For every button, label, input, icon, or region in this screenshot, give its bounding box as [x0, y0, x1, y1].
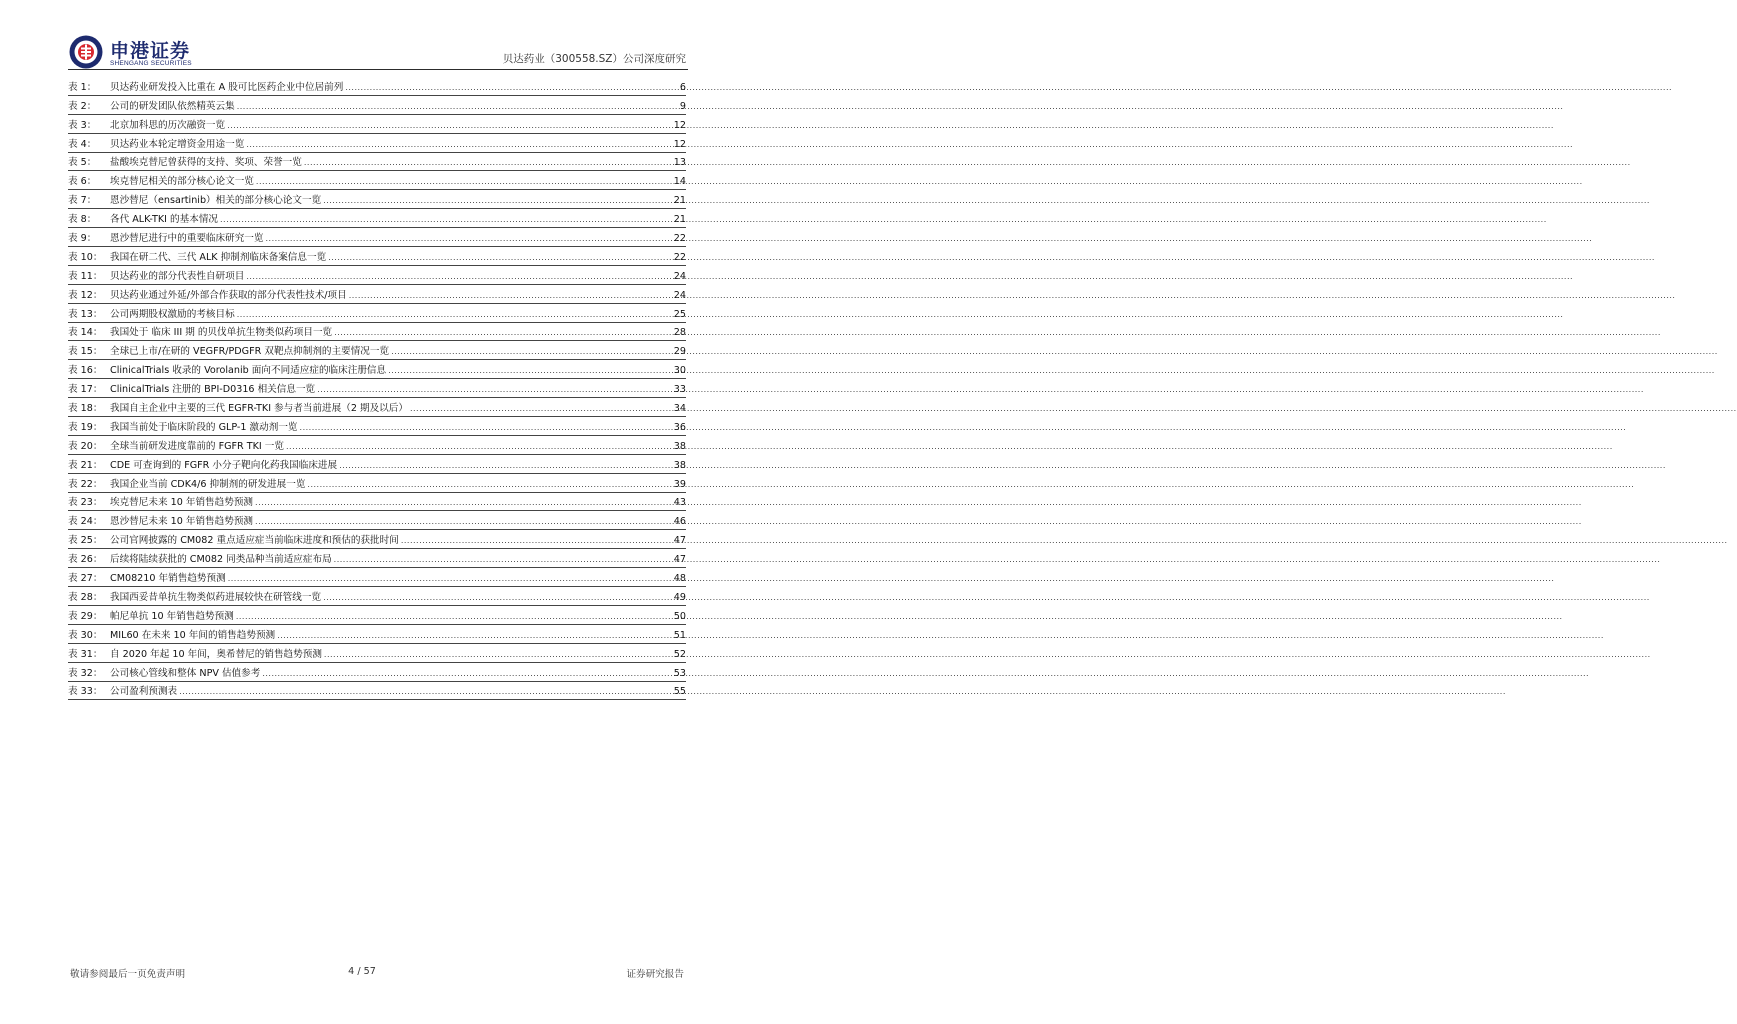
toc-entry-title: ClinicalTrials 收录的 Vorolanib 面向不同适应症的临床注册信息 [110, 365, 387, 377]
toc-leader-dots [236, 611, 672, 623]
toc-entry-number: 表 24： [68, 516, 103, 528]
toc-entry[interactable] [68, 96, 686, 115]
toc-entry-number: 表 9： [68, 233, 97, 245]
toc-entry-title: 各代 ALK-TKI 的基本情况 [110, 214, 219, 226]
shengang-logo-icon [68, 34, 104, 70]
toc-entry-title: CDE 可查询到的 FGFR 小分子靶向化药我国临床进展 [110, 459, 338, 471]
toc-entry-title: 全球当前研发进度靠前的 FGFR TKI 一览 [110, 440, 284, 452]
toc-leader-dots [255, 516, 672, 528]
toc-entry[interactable] [68, 663, 686, 682]
toc-entry[interactable] [68, 606, 686, 625]
toc-entry[interactable] [68, 360, 686, 379]
toc-entry-title: 我国当前处于临床阶段的 GLP-1 激动剂一览 [110, 421, 298, 433]
toc-leader-dots [307, 479, 671, 491]
toc-entry-number: 表 12： [68, 289, 103, 301]
toc-leader-dots [334, 327, 672, 339]
toc-leader-dots [401, 535, 672, 547]
toc-entry-page: 22 [673, 251, 686, 263]
toc-leader-dots [246, 139, 671, 151]
document-title: 贝达药业（300558.SZ）公司深度研究 [502, 53, 686, 65]
toc-entry-page: 38 [673, 459, 686, 471]
toc-leader-dots [227, 120, 672, 132]
toc-entry[interactable] [68, 493, 686, 512]
toc-entry[interactable] [68, 323, 686, 342]
toc-entry-number: 表 22： [68, 478, 103, 490]
toc-entry-number: 表 2： [68, 100, 97, 112]
toc-entry-page: 55 [673, 686, 686, 698]
brand-name-cn: 申港证券 [110, 40, 191, 62]
toc-leader-dots [334, 554, 672, 566]
toc-entry-title: 帕尼单抗 10 年销售趋势预测 [110, 610, 234, 622]
toc-leader-dots [255, 497, 672, 509]
toc-entry-title: 后续将陆续获批的 CM082 同类品种当前适应症布局 [110, 554, 332, 566]
toc-entry-page: 47 [673, 554, 686, 566]
toc-entry-page: 46 [673, 516, 686, 528]
toc-entry-page: 24 [673, 289, 686, 301]
toc-leader-dots [324, 649, 672, 661]
toc-entry-title: 我国在研二代、三代 ALK 抑制剂临床备案信息一览 [110, 251, 327, 263]
toc-leader-dots [220, 214, 672, 226]
toc-entry-title: 北京加科思的历次融资一览 [110, 119, 226, 131]
toc-entry-page: 52 [673, 648, 686, 660]
toc-entry-number: 表 6： [68, 176, 97, 188]
toc-entry-page: 24 [673, 270, 686, 282]
toc-entry-title: MIL60 在未来 10 年间的销售趋势预测 [110, 629, 276, 641]
toc-entry[interactable] [68, 228, 686, 247]
toc-entry[interactable] [68, 682, 686, 701]
toc-entry-title: 公司核心管线和整体 NPV 估值参考 [110, 667, 261, 679]
toc-leader-dots [323, 592, 672, 604]
toc-entry-number: 表 7： [68, 195, 97, 207]
toc-leader-dots [388, 365, 672, 377]
toc-entry-page: 6 [679, 81, 686, 93]
toc-entry[interactable] [68, 77, 686, 96]
toc-entry-number: 表 11： [68, 270, 103, 282]
toc-entry-page: 53 [673, 667, 686, 679]
toc-entry-title: 公司官网披露的 CM082 重点适应症当前临床进度和预估的获批时间 [110, 535, 399, 547]
report-type: 证券研究报告 [626, 969, 684, 980]
toc-entry-page: 33 [673, 384, 686, 396]
toc-entry-title: 公司盈利预测表 [110, 686, 178, 698]
toc-entry-page: 21 [673, 195, 686, 207]
toc-leader-dots [246, 271, 671, 283]
toc-entry-number: 表 16： [68, 365, 103, 377]
toc-entry-title: 贝达药业本轮定增资金用途一览 [110, 138, 245, 150]
toc-entry-title: 埃克替尼未来 10 年销售趋势预测 [110, 497, 254, 509]
toc-leader-dots [237, 309, 672, 321]
toc-entry-page: 47 [673, 535, 686, 547]
toc-entry-title: 公司的研发团队依然精英云集 [110, 100, 235, 112]
toc-leader-dots [237, 101, 678, 113]
toc-entry-title: 全球已上市/在研的 VEGFR/PDGFR 双靶点抑制剂的主要情况一览 [110, 346, 390, 358]
toc-entry-title: 恩沙替尼未来 10 年销售趋势预测 [110, 516, 254, 528]
toc-entry-number: 表 4： [68, 138, 97, 150]
toc-entry-page: 14 [673, 176, 686, 188]
toc-leader-dots [345, 82, 678, 94]
toc-entry-number: 表 31： [68, 648, 103, 660]
toc-entry-title: 我国处于 临床 III 期 的贝伐单抗生物类似药项目一览 [110, 327, 333, 339]
toc-entry[interactable] [68, 153, 686, 172]
toc-leader-dots [266, 233, 672, 245]
toc-entry-page: 51 [673, 629, 686, 641]
toc-leader-dots [277, 630, 672, 642]
toc-entry[interactable] [68, 171, 686, 190]
toc-entry-page: 22 [673, 233, 686, 245]
toc-leader-dots [317, 384, 672, 396]
toc-entry-page: 9 [679, 100, 686, 112]
toc-entry-number: 表 5： [68, 157, 97, 169]
toc-leader-dots [304, 157, 672, 169]
toc-entry-page: 34 [673, 403, 686, 415]
toc-leader-dots [391, 346, 672, 358]
toc-entry[interactable] [68, 190, 686, 209]
toc-entry-number: 表 26： [68, 554, 103, 566]
toc-entry-number: 表 14： [68, 327, 103, 339]
toc-entry[interactable] [68, 644, 686, 663]
page-footer [0, 960, 724, 980]
toc-entry[interactable] [68, 115, 686, 134]
toc-entry-page: 25 [673, 308, 686, 320]
toc-entry-page: 28 [673, 327, 686, 339]
toc-entry-number: 表 8： [68, 214, 97, 226]
toc-entry-title: ClinicalTrials 注册的 BPI-D0316 相关信息一览 [110, 384, 316, 396]
toc-leader-dots [328, 252, 672, 264]
toc-entry-title: 公司两期股权激励的考核目标 [110, 308, 235, 320]
toc-entry[interactable] [68, 134, 686, 153]
toc-entry-number: 表 17： [68, 384, 103, 396]
toc-entry[interactable] [68, 568, 686, 587]
toc-entry-title: 盐酸埃克替尼曾获得的支持、奖项、荣誉一览 [110, 157, 302, 169]
toc-entry-page: 39 [673, 478, 686, 490]
disclaimer-note: 敬请参阅最后一页免责声明 [70, 969, 186, 980]
toc-entry-number: 表 20： [68, 440, 103, 452]
toc-entry-page: 30 [673, 365, 686, 377]
page-indicator: 4 / 57 [348, 966, 376, 977]
toc-entry-number: 表 15： [68, 346, 103, 358]
toc-entry[interactable] [68, 455, 686, 474]
toc-leader-dots [323, 195, 672, 207]
toc-entry-title: 自 2020 年起 10 年间，奥希替尼的销售趋势预测 [110, 648, 322, 660]
toc-leader-dots [256, 176, 672, 188]
toc-entry-page: 36 [673, 421, 686, 433]
toc-entry-number: 表 28： [68, 591, 103, 603]
toc-entry-title: 恩沙替尼（ensartinib）相关的部分核心论文一览 [110, 195, 322, 207]
toc-entry-number: 表 23： [68, 497, 103, 509]
toc-entry-title: CM08210 年销售趋势预测 [110, 573, 226, 585]
toc-leader-dots [339, 460, 672, 472]
toc-leader-dots [300, 422, 672, 434]
toc-entry[interactable] [68, 379, 686, 398]
toc-entry-title: 我国西妥昔单抗生物类似药进展较快在研管线一览 [110, 591, 322, 603]
toc-entry-title: 我国企业当前 CDK4/6 抑制剂的研发进展一览 [110, 478, 306, 490]
toc-entry-page: 21 [673, 214, 686, 226]
toc-entry-title: 我国自主企业中主要的三代 EGFR-TKI 参与者当前进展（2 期及以后） [110, 403, 408, 415]
toc-entry-page: 50 [673, 610, 686, 622]
toc-entry[interactable] [68, 304, 686, 323]
toc-entry-number: 表 3： [68, 119, 97, 131]
page-header [0, 0, 724, 74]
toc-entry-number: 表 10： [68, 251, 103, 263]
toc-entry-page: 13 [673, 157, 686, 169]
toc-entry-number: 表 19： [68, 421, 103, 433]
toc-entry-title: 贝达药业的部分代表性自研项目 [110, 270, 245, 282]
toc-entry[interactable] [68, 474, 686, 493]
toc-entry-title: 埃克替尼相关的部分核心论文一览 [110, 176, 254, 188]
toc-entry-number: 表 32： [68, 667, 103, 679]
toc-entry[interactable] [68, 587, 686, 606]
toc-entry[interactable] [68, 209, 686, 228]
toc-entry-title: 贝达药业研发投入比重在 A 股可比医药企业中位居前列 [110, 81, 344, 93]
toc-leader-dots [349, 290, 672, 302]
toc-entry-page: 12 [673, 119, 686, 131]
toc-entry[interactable] [68, 417, 686, 436]
toc-entry-page: 38 [673, 440, 686, 452]
toc-entry-page: 12 [673, 138, 686, 150]
toc-entry[interactable] [68, 341, 686, 360]
toc-leader-dots [228, 573, 672, 585]
toc-entry[interactable] [68, 625, 686, 644]
brand-name-en: SHENGANG SECURITIES [110, 60, 192, 67]
toc-entry-number: 表 33： [68, 686, 103, 698]
toc-entry[interactable] [68, 398, 686, 417]
toc-entry[interactable] [68, 549, 686, 568]
toc-entry-number: 表 27： [68, 573, 103, 585]
toc-entry[interactable] [68, 266, 686, 285]
toc-entry-page: 48 [673, 573, 686, 585]
toc-entry-number: 表 1： [68, 81, 97, 93]
toc-entry[interactable] [68, 436, 686, 455]
toc-entry-title: 恩沙替尼进行中的重要临床研究一览 [110, 233, 264, 245]
toc-entry[interactable] [68, 247, 686, 266]
toc-entry-number: 表 21： [68, 459, 103, 471]
toc-entry-page: 29 [673, 346, 686, 358]
toc-entry-page: 49 [673, 591, 686, 603]
toc-leader-dots [410, 403, 672, 415]
toc-entry[interactable] [68, 511, 686, 530]
toc-entry[interactable] [68, 530, 686, 549]
toc-entry[interactable] [68, 285, 686, 304]
toc-entry-title: 贝达药业通过外延/外部合作获取的部分代表性技术/项目 [110, 289, 347, 301]
toc-leader-dots [179, 686, 672, 698]
toc-entry-number: 表 29： [68, 610, 103, 622]
toc-entry-page: 43 [673, 497, 686, 509]
toc-leader-dots [286, 441, 672, 453]
toc-entry-number: 表 30： [68, 629, 103, 641]
table-of-tables [68, 77, 686, 700]
header-divider [68, 69, 688, 70]
toc-entry-number: 表 13： [68, 308, 103, 320]
toc-leader-dots [262, 668, 671, 680]
toc-entry-number: 表 25： [68, 535, 103, 547]
toc-entry-number: 表 18： [68, 403, 103, 415]
